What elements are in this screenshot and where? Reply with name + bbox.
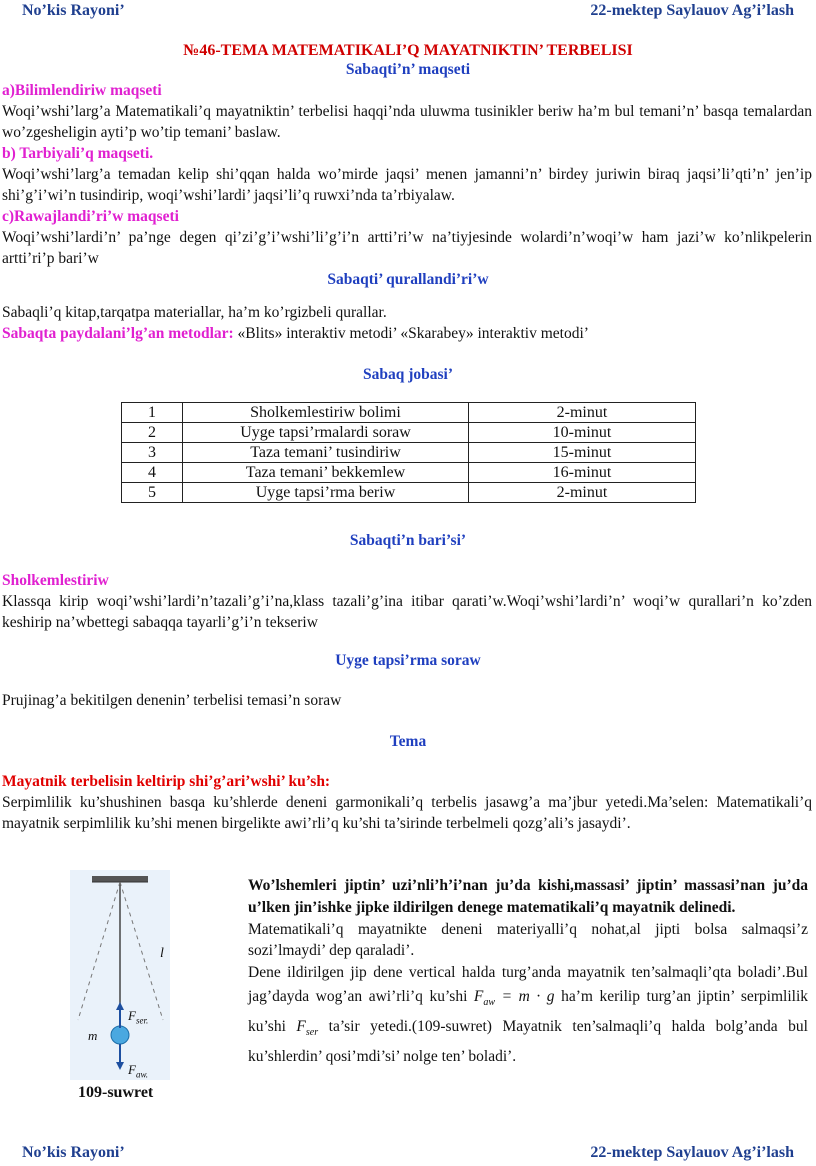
plan-row-stage: Uyge tapsi’rma beriw [183,483,469,503]
methods-text: «Blits» interaktiv metodi’ «Skarabey» interaktiv metodi’ [233,325,589,342]
label-length: l [160,946,164,961]
header-left: No’kis Rayoni’ [22,2,125,19]
plan-row [122,463,696,483]
plan-row [122,443,696,463]
plan-row-stage: Taza temani’ tusindiriw [183,443,469,463]
goal-c-text: Woqi’wshi’lardi’n’ pa’nge degen qi’zi’g’i’wshi’li’g’i’n artti’ri’w na’tiyjesinde wolardi’n’woqi’w ham jazi’w ko’nlikpelerin artti’ri’p bari’w [2,229,812,267]
figure-caption: 109-suwret [78,1084,154,1101]
plan-row-time: 16-minut [469,463,696,483]
forces-text: Dene ildirilgen jip dene vertical halda turg’anda mayatnik ten’salmaqli’qta boladi’.Bul jag’dayda wog’an awi’rli’q ku’shi $F_{aw} = m \cdot g$ ha’m kerilip turg’an jiptin’ serpimlilik ku’shi $F_{ser}$ ta’sir yetedi.(109-suwret) Mayatnik ten’salmaqli’q halda bolg’anda bul ku’shlerdin’ qosi’mdi’si’ nolge ten’ boladi’. [248,964,809,1066]
tension-formula: $F_{ser}$ [296,1018,319,1039]
header-right: 22-mektep Saylauov Ag’i’lash [590,2,794,19]
goal-heading: Sabaqti’n’ maqseti [345,61,471,78]
pendulum-diagram [70,870,170,1080]
plan-row-number: 4 [122,463,183,483]
definition-text: Wo’lshemleri jiptin’ uzi’nli’h’i’nan ju’da kishi,massasi’ jiptin’ massasi’nan ju’da u’lken jin’ishke jipke ildirilgen denege matematikali’q mayatnik delinedi. [248,877,808,916]
plan-row-stage: Sholkemlestiriw bolimi [183,403,469,423]
page-header [0,0,816,24]
footer-right: 22-mektep Saylauov Ag’i’lash [590,1144,794,1161]
definition-note: Matematikali’q mayatnikte deneni materiyalli’q nohat,al jipti bolsa salmaqsi’z sozi’lmaydi’ dep qaraladi’. [248,921,808,959]
pendulum-heading: Mayatnik terbelisin keltirip shi’g’ari’wshi’ ku’sh: [2,773,331,790]
label-gravity: $F_{aw.}$ [128,1062,149,1080]
goals-block [0,80,816,290]
page-footer [0,1142,816,1166]
plan-row-number: 3 [122,443,183,463]
pendulum-text: Serpimlilik ku’shushinen basqa ku’shlerde deneni garmonikali’q terbelis jasawg’a ma’jbur yetedi.Ma’selen: Matematikali’q mayatnik serpimlilik ku’shi menen birgelikte awi’rli’q ku’shi ta’sirinde terbelmeli qozg’ali’s jasaydi’. [2,794,812,832]
goal-a-text: Woqi’wshi’larg’a Matematikali’q mayatniktin’ terbelisi haqqi’nda uluwma tusinikler beriw ha’m bul temani’n’ basqa temalardan wo’zgesheligin ayti’p wo’tip temani’ baslaw. [2,103,812,141]
homework-heading: Uyge tapsi’rma soraw [335,652,481,669]
footer-left: No’kis Rayoni’ [22,1144,125,1161]
goal-a-heading: a)Bilimlendiriw maqseti [2,82,162,99]
plan-row-number: 5 [122,483,183,503]
equipment-text: Sabaqli’q kitap,tarqatpa materiallar, ha’m ko’rgizbeli qurallar. [2,304,387,321]
progress-heading: Sabaqti’n bari’si’ [349,532,467,549]
homework-text: Prujinag’a bekitilgen denenin’ terbelisi temasi’n soraw [2,692,342,709]
methods-heading: Sabaqta paydalani’lg’an metodlar: [2,325,234,342]
organization-block [0,570,816,633]
equipment-heading: Sabaqti’ qurallandi’ri’w [327,271,489,288]
plan-row [122,423,696,443]
gravity-formula: $F_{aw} = m \cdot g$ [473,988,555,1009]
label-mass: m [88,1028,98,1043]
plan-row-time: 2-minut [469,403,696,423]
pendulum-figure [70,870,170,1080]
topic-heading: Tema [389,733,427,750]
plan-row-stage: Uyge tapsi’rmalardi soraw [183,423,469,443]
goal-b-heading: b) Tarbiyali’q maqseti. [2,145,154,162]
page-title: №46-TEMA MATEMATIKALI’Q MAYATNIKTIN’ TERBELISI [183,42,633,59]
lesson-plan-table [121,402,696,503]
pendulum-bob [111,1026,129,1044]
goal-b-text: Woqi’wshi’larg’a temadan kelip shi’qqan halda wo’mirde jaqsi’ menen jamanni’n’ birdey juriwin biraq jaqsi’li’qti’n’ jen’ip shi’g’i’wi’n tusindirip, woqi’wshi’lardi’ jaqsi’li’q ruwxi’nda ta’rbiyalaw. [2,166,812,204]
pendulum-block [0,771,816,834]
equipment-block [0,302,816,344]
plan-row-time: 2-minut [469,483,696,503]
methods-line [0,323,816,344]
ceiling-mount [92,876,148,882]
plan-row [122,483,696,503]
goal-c-heading: c)Rawajlandi’ri’w maqseti [2,208,179,225]
homework-block [0,690,816,711]
plan-row-number: 1 [122,403,183,423]
plan-row-time: 15-minut [469,443,696,463]
plan-row-number: 2 [122,423,183,443]
plan-row-time: 10-minut [469,423,696,443]
organization-heading: Sholkemlestiriw [2,572,109,589]
label-tension: $F_{ser.}$ [128,1008,149,1026]
plan-heading: Sabaq jobasi’ [362,366,454,383]
plan-row-stage: Taza temani’ bekkemlew [183,463,469,483]
organization-text: Klassqa kirip woqi’wshi’lardi’n’tazali’g’i’na,klass tazali’g’ina itibar qarati’w.Woqi’wshi’lardi’n’ woqi’w qurallari’n ko’zden keshirip na’wbettegi sabaqqa tayarli’g’i’n tekseriw [2,593,812,631]
title-block [0,41,816,79]
plan-row [122,403,696,423]
definition-block [248,875,808,1069]
